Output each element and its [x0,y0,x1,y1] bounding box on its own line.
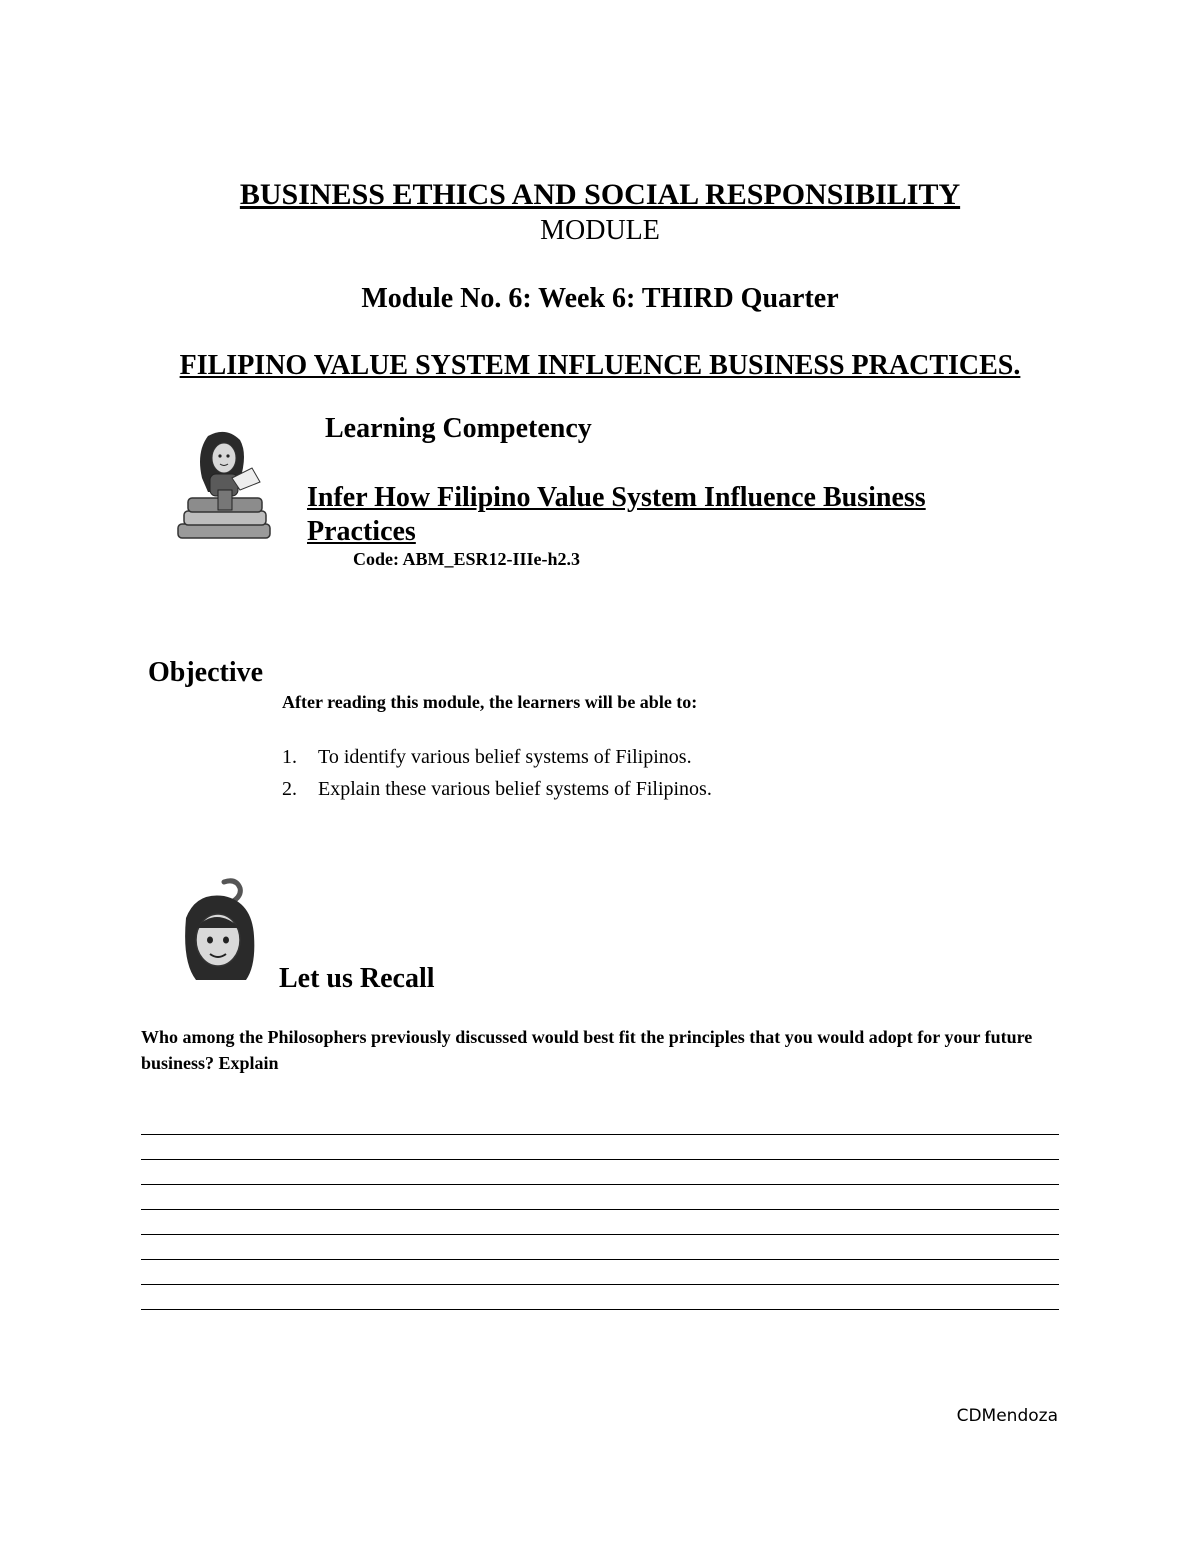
girl-question-mark-icon [168,878,268,986]
module-subtitle: MODULE [540,215,660,246]
answer-line[interactable] [141,1210,1059,1235]
let-us-recall-heading: Let us Recall [279,963,435,994]
answer-line[interactable] [141,1235,1059,1260]
answer-line[interactable] [141,1260,1059,1285]
learning-competency-heading: Learning Competency [325,413,592,444]
objective-heading: Objective [148,657,264,688]
competency-title: Infer How Filipino Value System Influence Business Practices [307,482,926,547]
competency-code: Code: ABM_ESR12-IIIe-h2.3 [353,549,581,569]
list-item-number: 2. [282,778,297,800]
list-item-number: 1. [282,746,297,768]
objective-intro: After reading this module, the learners will be able to: [282,692,698,712]
list-item [282,746,712,778]
author-credit: CDMendoza [956,1406,1058,1426]
module-topic: FILIPINO VALUE SYSTEM INFLUENCE BUSINESS PRACTICES. [179,350,1021,381]
list-item-text: To identify various belief systems of Filipinos. [318,746,692,768]
answer-lines[interactable] [141,1110,1059,1310]
list-item [282,778,712,810]
answer-line[interactable] [141,1185,1059,1210]
answer-line[interactable] [141,1285,1059,1310]
recall-question: Who among the Philosophers previously discussed would best fit the principles that you would adopt for your future business? Explain [141,1027,1033,1073]
answer-line[interactable] [141,1160,1059,1185]
objective-list [282,746,712,810]
answer-line[interactable] [141,1135,1059,1160]
list-item-text: Explain these various belief systems of Filipinos. [318,778,712,800]
module-title: BUSINESS ETHICS AND SOCIAL RESPONSIBILITY [239,178,961,211]
girl-reading-on-books-icon [170,428,280,548]
answer-line[interactable] [141,1110,1059,1135]
module-number: Module No. 6: Week 6: THIRD Quarter [361,283,839,314]
